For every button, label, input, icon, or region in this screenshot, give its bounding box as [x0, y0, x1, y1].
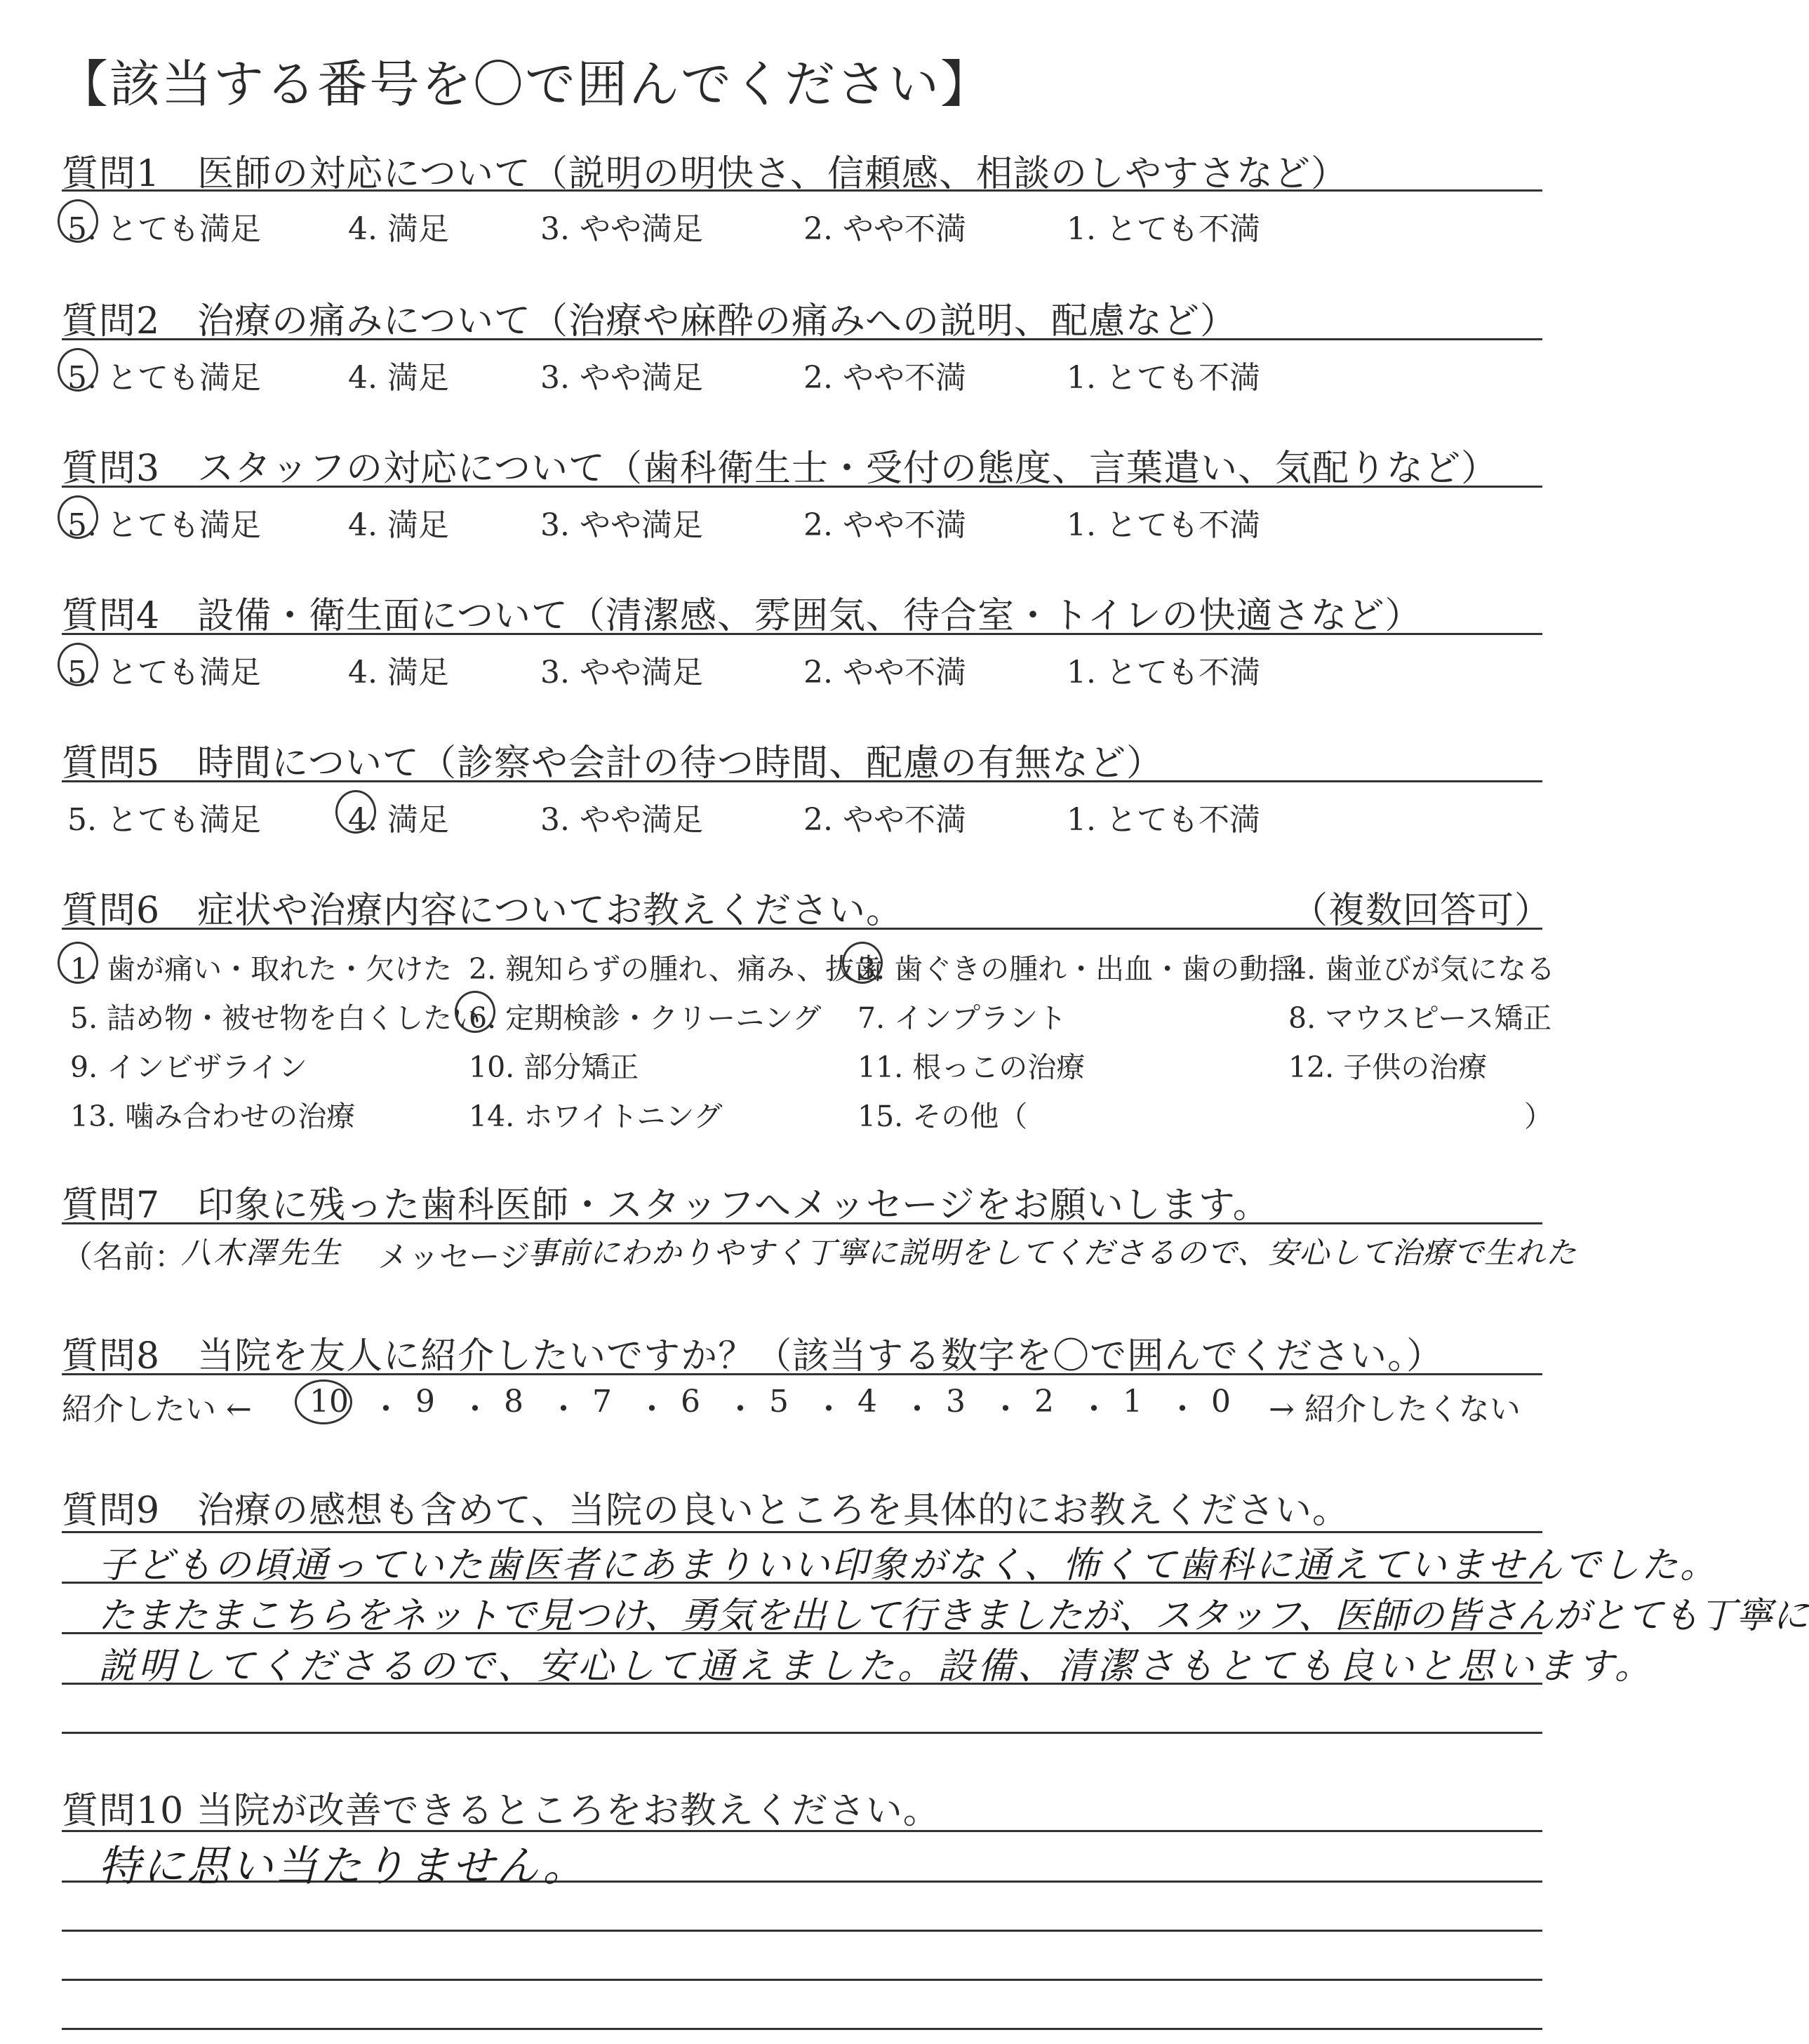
q6-option-2[interactable]: 2. 親知らずの腫れ、痛み、抜歯 — [469, 952, 883, 986]
question-4-title: 質問4 設備・衛生面について（清潔感、雰囲気、待合室・トイレの快適さなど） — [62, 595, 1422, 637]
q8-scale-7[interactable]: 7 — [592, 1384, 612, 1420]
q2-option-1[interactable]: 1. とても不満 — [1067, 360, 1260, 396]
q8-scale-separator: ・ — [990, 1391, 1021, 1427]
q4-option-2[interactable]: 2. やや不満 — [803, 655, 966, 690]
question-5-rule — [62, 780, 1542, 782]
question-2-rule — [62, 338, 1542, 340]
q6-selection-circle-1 — [58, 942, 98, 984]
q3-option-2[interactable]: 2. やや不満 — [803, 507, 966, 543]
question-5-title: 質問5 時間について（診察や会計の待つ時間、配慮の有無など） — [62, 742, 1164, 784]
q8-scale-separator: ・ — [460, 1391, 490, 1427]
q7-message-value[interactable]: 事前にわかりやすく丁寧に説明をしてくださるので、安心して治療で生れた — [528, 1236, 1577, 1271]
q6-option-6[interactable]: 6. 定期検診・クリーニング — [469, 1001, 822, 1035]
q6-option-3[interactable]: 3. 歯ぐきの腫れ・出血・歯の動揺 — [857, 952, 1297, 986]
q1-option-2[interactable]: 2. やや不満 — [803, 211, 966, 247]
q8-scale-separator: ・ — [548, 1391, 579, 1427]
q7-name-value[interactable]: 八木澤先生 — [181, 1236, 342, 1271]
q9-answer-line-2[interactable]: たまたまこちらをネットで見つけ、勇気を出して行きましたが、スタッフ、医師の皆さんがとても丁寧に — [98, 1595, 1809, 1637]
q8-scale-separator: ・ — [1079, 1391, 1109, 1427]
question-6-rule — [62, 928, 1542, 930]
q2-option-4[interactable]: 4. 満足 — [348, 360, 449, 396]
q5-option-2[interactable]: 2. やや不満 — [803, 802, 966, 838]
question-9-title: 質問9 治療の感想も含めて、当院の良いところを具体的にお教えください。 — [62, 1490, 1350, 1532]
q6-option-7[interactable]: 7. インプラント — [857, 1001, 1067, 1035]
q3-option-3[interactable]: 3. やや満足 — [540, 507, 703, 543]
q8-scale-separator: ・ — [813, 1391, 844, 1427]
q8-scale-10[interactable]: 10 — [309, 1384, 349, 1420]
q3-option-1[interactable]: 1. とても不満 — [1067, 507, 1260, 543]
q9-line-1 — [62, 1531, 1542, 1533]
q6-option-10[interactable]: 10. 部分矯正 — [469, 1050, 639, 1084]
q8-scale-6[interactable]: 6 — [681, 1384, 700, 1420]
q10-line-1 — [62, 1830, 1542, 1832]
question-4-rule — [62, 633, 1542, 635]
question-7-title: 質問7 印象に残った歯科医師・スタッフへメッセージをお願いします。 — [62, 1184, 1270, 1227]
q2-selection-circle — [58, 348, 98, 392]
q3-option-5[interactable]: 5. とても満足 — [67, 507, 261, 543]
q9-line-5 — [62, 1732, 1542, 1734]
q6-option-12[interactable]: 12. 子供の治療 — [1288, 1050, 1488, 1084]
q7-name-label: （名前： — [62, 1239, 185, 1275]
q8-scale-2[interactable]: 2 — [1034, 1384, 1054, 1420]
q2-option-3[interactable]: 3. やや満足 — [540, 360, 703, 396]
q4-option-4[interactable]: 4. 満足 — [348, 655, 449, 690]
q8-scale-4[interactable]: 4 — [857, 1384, 877, 1420]
q5-option-4[interactable]: 4. 満足 — [348, 802, 449, 838]
q8-scale-0[interactable]: 0 — [1211, 1384, 1231, 1420]
q6-option-13[interactable]: 13. 噛み合わせの治療 — [70, 1100, 356, 1133]
question-1-rule — [62, 189, 1542, 192]
q1-option-3[interactable]: 3. やや満足 — [540, 211, 703, 247]
q6-option-4[interactable]: 4. 歯並びが気になる — [1288, 952, 1556, 986]
question-7-rule — [62, 1222, 1542, 1224]
question-3-title: 質問3 スタッフの対応について（歯科衛生士・受付の態度、言葉遣い、気配りなど） — [62, 448, 1499, 490]
question-6-note: （複数回答可） — [1291, 890, 1552, 932]
q1-option-4[interactable]: 4. 満足 — [348, 211, 449, 247]
q6-option-11[interactable]: 11. 根っこの治療 — [857, 1050, 1086, 1084]
q6-option-8[interactable]: 8. マウスピース矯正 — [1288, 1001, 1552, 1035]
q8-selection-circle — [295, 1380, 352, 1424]
question-6-title: 質問6 症状や治療内容についてお教えください。 — [62, 890, 904, 932]
q8-left-label: 紹介したい ← — [62, 1391, 252, 1427]
q4-selection-circle — [58, 643, 98, 686]
q1-option-5[interactable]: 5. とても満足 — [67, 211, 261, 247]
q6-option-15[interactable]: 15. その他（ — [857, 1100, 1028, 1133]
q8-scale-separator: ・ — [1167, 1391, 1198, 1427]
q2-option-5[interactable]: 5. とても満足 — [67, 360, 261, 396]
q5-option-1[interactable]: 1. とても不満 — [1067, 802, 1260, 838]
q1-option-1[interactable]: 1. とても不満 — [1067, 211, 1260, 247]
q10-line-3 — [62, 1930, 1542, 1932]
q7-message-label: メッセージ： — [378, 1239, 561, 1275]
q10-line-5 — [62, 2028, 1542, 2030]
question-2-title: 質問2 治療の痛みについて（治療や麻酔の痛みへの説明、配慮など） — [62, 300, 1238, 342]
question-1-title: 質問1 医師の対応について（説明の明快さ、信頼感、相談のしやすさなど） — [62, 153, 1348, 195]
q6-option-14[interactable]: 14. ホワイトニング — [469, 1100, 723, 1133]
q10-line-4 — [62, 1979, 1542, 1981]
q5-selection-circle — [335, 790, 376, 834]
q4-option-1[interactable]: 1. とても不満 — [1067, 655, 1260, 690]
q6-option-9[interactable]: 9. インビザライン — [70, 1050, 307, 1084]
q10-answer-line-1[interactable]: 特に思い当たりません。 — [98, 1842, 587, 1891]
question-10-title: 質問10 当院が改善できるところをお教えください。 — [62, 1790, 940, 1832]
q8-scale-separator: ・ — [636, 1391, 667, 1427]
q2-option-2[interactable]: 2. やや不満 — [803, 360, 966, 396]
q6-option-5[interactable]: 5. 詰め物・被せ物を白くしたい — [70, 1001, 481, 1035]
q8-scale-8[interactable]: 8 — [504, 1384, 523, 1420]
q6-other-close-paren: ） — [1524, 1100, 1553, 1133]
question-8-title: 質問8 当院を友人に紹介したいですか？（該当する数字を〇で囲んでください。） — [62, 1335, 1444, 1377]
q8-scale-9[interactable]: 9 — [415, 1384, 435, 1420]
q4-option-3[interactable]: 3. やや満足 — [540, 655, 703, 690]
q1-selection-circle — [58, 199, 98, 243]
q8-scale-1[interactable]: 1 — [1123, 1384, 1142, 1420]
q9-answer-line-3[interactable]: 説明してくださるので、安心して通えました。設備、清潔さもとても良いと思います。 — [98, 1645, 1655, 1688]
q5-option-3[interactable]: 3. やや満足 — [540, 802, 703, 838]
form-instruction-header: 【該当する番号を〇で囲んでください】 — [58, 55, 993, 114]
q9-answer-line-1[interactable]: 子どもの頃通っていた歯医者にあまりいい印象がなく、怖くて歯科に通えていませんでした。 — [98, 1544, 1718, 1587]
q8-right-label: → 紹介したくない — [1269, 1391, 1521, 1427]
q8-scale-separator: ・ — [371, 1391, 401, 1427]
question-3-rule — [62, 486, 1542, 488]
q3-selection-circle — [58, 495, 98, 539]
q8-scale-separator: ・ — [725, 1391, 756, 1427]
q3-option-4[interactable]: 4. 満足 — [348, 507, 449, 543]
q6-option-1[interactable]: 1. 歯が痛い・取れた・欠けた — [70, 952, 453, 986]
q8-scale-3[interactable]: 3 — [946, 1384, 966, 1420]
q6-selection-circle-6 — [455, 991, 495, 1033]
q8-scale-separator: ・ — [902, 1391, 933, 1427]
question-8-rule — [62, 1373, 1542, 1375]
q4-option-5[interactable]: 5. とても満足 — [67, 655, 261, 690]
q5-option-5[interactable]: 5. とても満足 — [67, 802, 261, 838]
q6-selection-circle-3 — [842, 942, 883, 984]
q8-scale-5[interactable]: 5 — [769, 1384, 789, 1420]
